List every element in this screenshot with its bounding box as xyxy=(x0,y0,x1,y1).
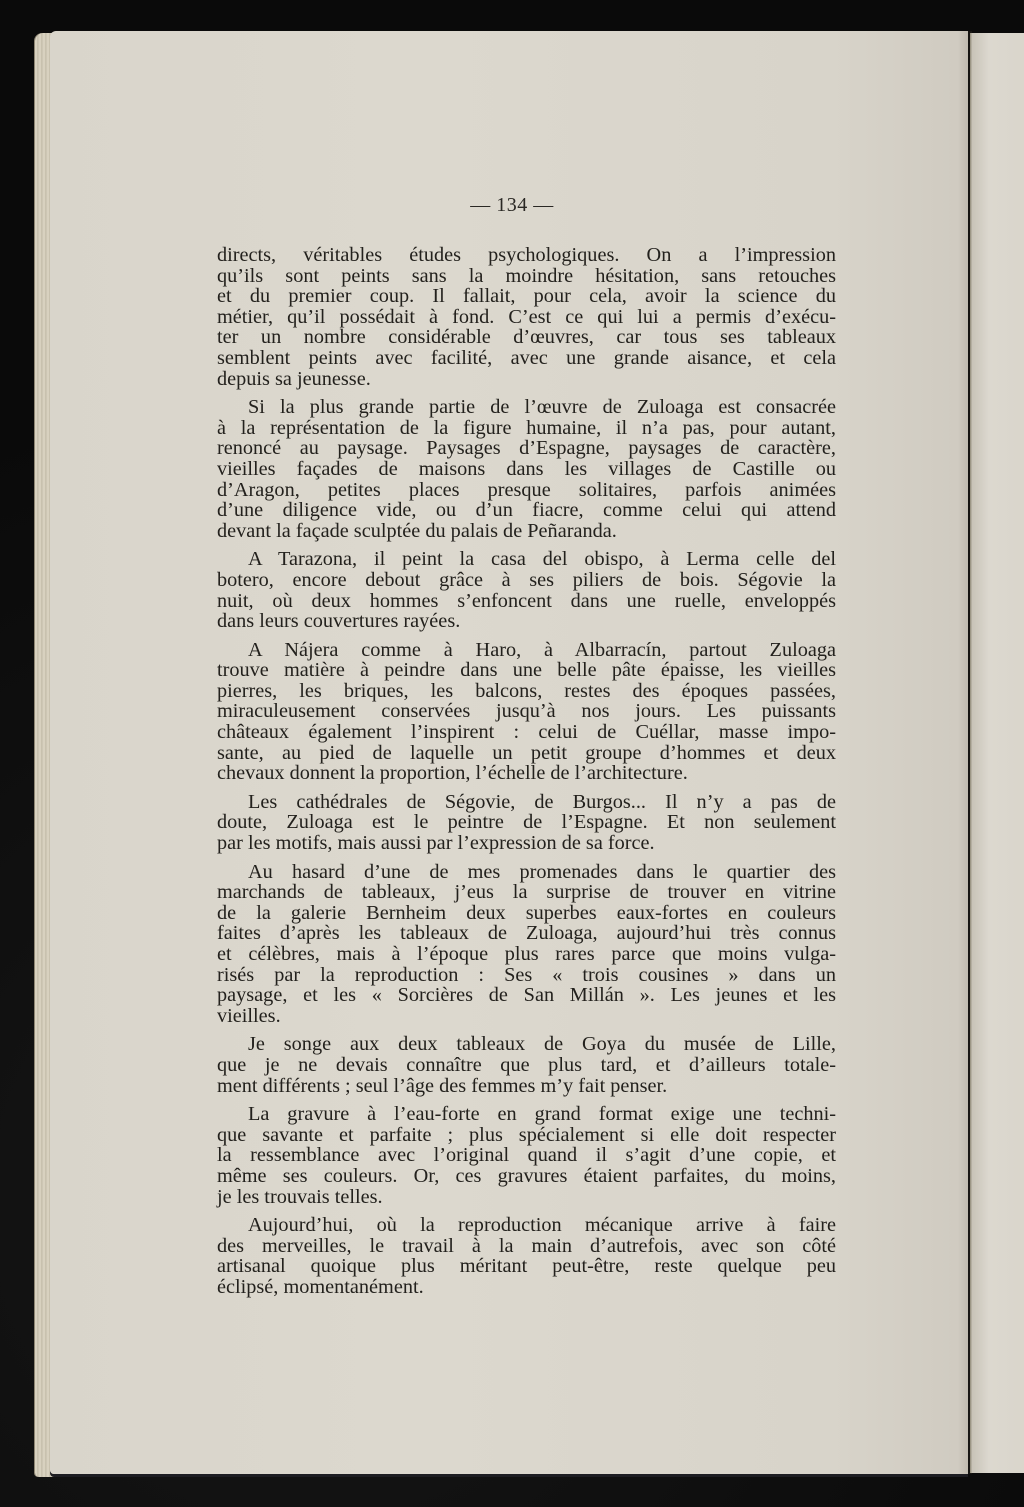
text-line: pierres, les briques, les balcons, restes des époques passées, xyxy=(217,679,836,702)
text-line: doute, Zuloaga est le peintre de l’Espagne. Et non seulement xyxy=(217,811,836,834)
text-line: A Tarazona, il peint la casa del obispo, à Lerma celle del xyxy=(248,548,836,571)
text-line: depuis sa jeunesse. xyxy=(217,367,371,390)
text-line: sante, au pied de laquelle un petit groupe d’hommes et deux xyxy=(217,741,836,764)
text-line: qu’ils sont peints sans la moindre hésitation, sans retouches xyxy=(217,264,836,287)
text-line: renoncé au paysage. Paysages d’Espagne, paysages de caractère, xyxy=(217,437,836,460)
text-line: métier, qu’il possédait à fond. C’est ce qui lui a permis d’exécu- xyxy=(217,305,836,328)
text-line: botero, encore debout grâce à ses piliers de bois. Ségovie la xyxy=(217,568,836,591)
text-line: Au hasard d’une de mes promenades dans le quartier des xyxy=(248,860,836,883)
paragraph xyxy=(217,862,836,1027)
text-line: que savante et parfaite ; plus spécialement si elle doit respecter xyxy=(217,1123,836,1146)
text-line: je les trouvais telles. xyxy=(217,1185,383,1208)
page-number: — 134 — xyxy=(470,194,554,216)
text-line: directs, véritables études psychologiques. On a l’impression xyxy=(217,244,836,266)
text-line: et du premier coup. Il fallait, pour cela, avoir la science du xyxy=(217,285,836,308)
text-line: miraculeusement conservées jusqu’à nos jours. Les puissants xyxy=(217,700,836,723)
paragraph xyxy=(217,792,836,854)
text-line: vieilles. xyxy=(217,1004,281,1027)
text-line: ment différents ; seul l’âge des femmes m’y fait penser. xyxy=(217,1074,668,1097)
text-line: ter un nombre considérable d’œuvres, car tous ses tableaux xyxy=(217,326,836,349)
text-line: par les motifs, mais aussi par l’expression de sa force. xyxy=(217,832,655,855)
paragraph xyxy=(217,549,836,631)
text-line: Les cathédrales de Ségovie, de Burgos... Il n’y a pas de xyxy=(248,790,836,813)
text-line: d’Aragon, petites places presque solitaires, parfois animées xyxy=(217,478,836,501)
book-gutter-shadow xyxy=(958,31,972,1474)
text-line: faites d’après les tableaux de Zuloaga, aujourd’hui très connus xyxy=(217,922,836,945)
text-line: devant la façade sculptée du palais de Peñaranda. xyxy=(217,519,617,542)
text-line: dans leurs couvertures rayées. xyxy=(217,610,461,633)
text-line: artisanal quoique plus méritant peut-être, reste quelque peu xyxy=(217,1255,836,1278)
text-line: châteaux également l’inspirent : celui de Cuéllar, masse impo- xyxy=(217,721,836,744)
paragraph xyxy=(217,397,836,541)
paragraph xyxy=(217,640,836,784)
text-line: d’une diligence vide, ou d’un fiacre, comme celui qui attend xyxy=(217,499,836,522)
text-line: de la galerie Bernheim deux superbes eaux-fortes en couleurs xyxy=(217,901,836,924)
text-line: que je ne devais connaître que plus tard, et d’ailleurs totale- xyxy=(217,1053,836,1076)
paragraph xyxy=(217,1104,836,1207)
text-line: et célèbres, mais à l’époque plus rares parce que moins vulga- xyxy=(217,943,836,965)
text-line: Si la plus grande partie de l’œuvre de Zuloaga est consacrée xyxy=(248,396,836,419)
text-line: éclipsé, momentanément. xyxy=(217,1275,424,1298)
paragraph xyxy=(217,1215,836,1297)
text-line: Je songe aux deux tableaux de Goya du musée de Lille, xyxy=(248,1033,836,1056)
text-line: nuit, où deux hommes s’enfoncent dans une ruelle, enveloppés xyxy=(217,589,836,612)
body-text xyxy=(217,245,836,1306)
text-line: La gravure à l’eau-forte en grand format exige une techni- xyxy=(248,1103,836,1126)
text-line: A Nájera comme à Haro, à Albarracín, partout Zuloaga xyxy=(248,638,836,661)
text-line: trouve matière à peindre dans une belle pâte épaisse, les vieilles xyxy=(217,659,836,682)
text-line: risés par la reproduction : Ses « trois cousines » dans un xyxy=(217,963,836,986)
text-line: même ses couleurs. Or, ces gravures étaient parfaites, du moins, xyxy=(217,1164,836,1187)
paragraph xyxy=(217,1034,836,1096)
text-line: paysage, et les « Sorcières de San Millán ». Les jeunes et les xyxy=(217,984,836,1007)
text-line: marchands de tableaux, j’eus la surprise de trouver en vitrine xyxy=(217,881,836,904)
text-line: à la représentation de la figure humaine, il n’a pas, pour autant, xyxy=(217,416,836,439)
text-line: des merveilles, le travail à la main d’autrefois, avec son côté xyxy=(217,1234,836,1257)
text-line: chevaux donnent la proportion, l’échelle de l’architecture. xyxy=(217,762,688,785)
text-line: Aujourd’hui, où la reproduction mécanique arrive à faire xyxy=(248,1214,836,1237)
text-line: la ressemblance avec l’original quand il s’agit d’une copie, et xyxy=(217,1144,836,1167)
text-line: vieilles façades de maisons dans les villages de Castille ou xyxy=(217,457,836,480)
adjacent-page-edge xyxy=(970,33,1024,1473)
paragraph xyxy=(217,245,836,389)
text-line: semblent peints avec facilité, avec une grande aisance, et cela xyxy=(217,346,836,369)
